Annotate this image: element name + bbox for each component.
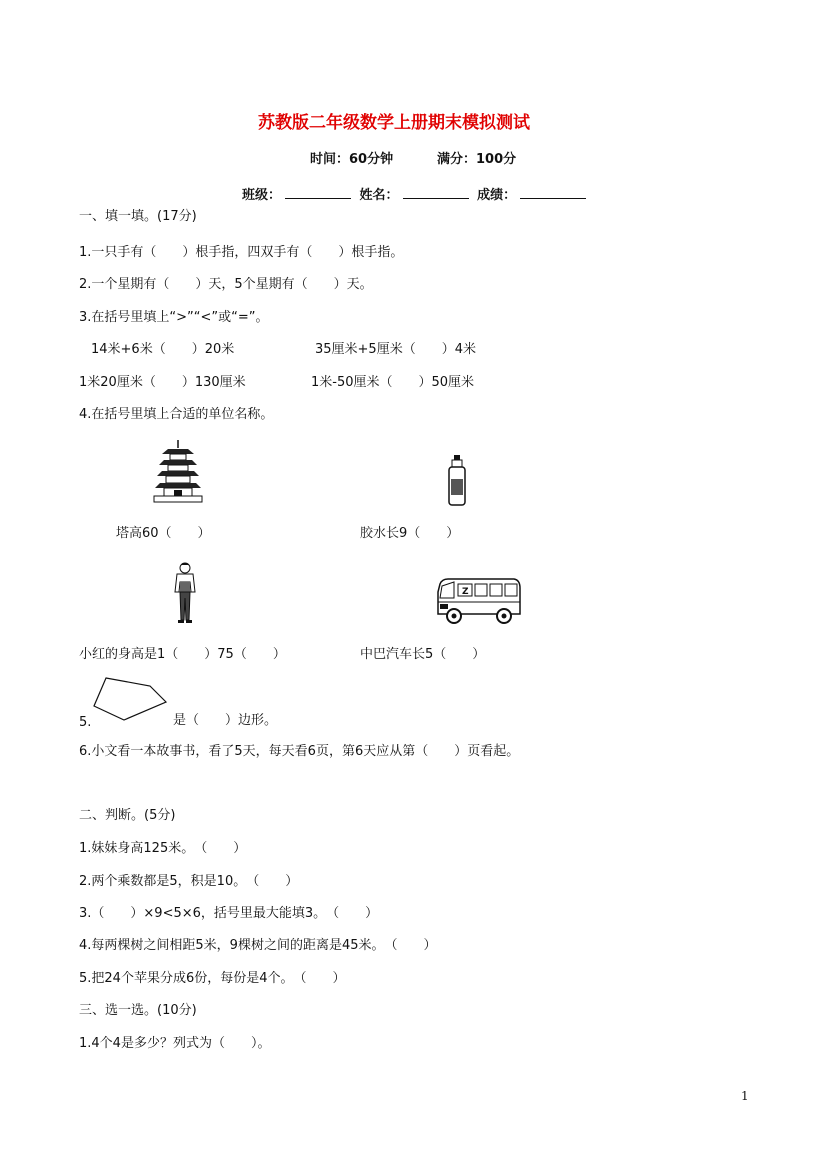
section2-heading: 二、判断。(5分)	[79, 808, 176, 823]
class-label: 班级：	[242, 188, 282, 203]
section1-heading: 一、填一填。(17分)	[79, 209, 197, 224]
s2-question-3: 3.（ ）×9<5×6，括号里最大能填3。 （ ）	[79, 906, 379, 921]
score-label: 满分：100分	[437, 152, 517, 167]
s1-question-4a: 塔高60（ ）	[116, 526, 211, 541]
svg-text:Z: Z	[462, 587, 469, 597]
name-label: 姓名：	[359, 188, 399, 203]
student-info-row	[242, 184, 590, 205]
s2-question-1: 1.妹妹身高125米。 （ ）	[79, 841, 247, 856]
pagoda-image	[152, 440, 204, 504]
s1-question-2: 2.一个星期有（ ）天，5个星期有（ ）天。	[79, 277, 373, 292]
glue-bottle-image	[446, 455, 468, 507]
s1-question-6: 6.小文看一本故事书，看了5天，每天看6页，第6天应从第（ ）页看起。	[79, 744, 520, 759]
person-image	[172, 562, 198, 624]
s1-question-5-number: 5.	[79, 715, 92, 730]
s1-question-4c: 小红的身高是1（ ）75（ ）	[79, 647, 286, 662]
section3-heading: 三、选一选。(10分)	[79, 1003, 197, 1018]
s1-question-3b: 35厘米+5厘米（ ）4米	[315, 342, 476, 357]
s1-question-1: 1.一只手有（ ）根手指，四双手有（ ）根手指。	[79, 245, 404, 260]
s1-question-4b: 胶水长9（ ）	[360, 526, 460, 541]
grade-blank[interactable]	[520, 184, 586, 199]
s1-question-3d: 1米-50厘米（ ）50厘米	[311, 375, 475, 390]
s1-question-4: 4.在括号里填上合适的单位名称。	[79, 407, 274, 422]
s1-question-3a: 14米+6米（ ）20米	[91, 342, 235, 357]
page-title: 苏教版二年级数学上册期末模拟测试	[258, 113, 530, 133]
s3-question-1: 1.4个4是多少？列式为（ ）。	[79, 1036, 271, 1051]
s2-question-2: 2.两个乘数都是5，积是10。 （ ）	[79, 874, 299, 889]
s1-question-5-text: 是（ ）边形。	[173, 713, 278, 728]
s2-question-4: 4.每两棵树之间相距5米，9棵树之间的距离是45米。 （ ）	[79, 938, 437, 953]
class-blank[interactable]	[285, 184, 351, 199]
grade-label: 成绩：	[477, 188, 517, 203]
bus-image	[436, 576, 522, 628]
page-number: 1	[741, 1089, 749, 1103]
s1-question-3: 3.在括号里填上“>”“<”或“=”。	[79, 310, 269, 325]
s2-question-5: 5.把24个苹果分成6份，每份是4个。 （ ）	[79, 971, 346, 986]
pentagon-shape-image	[92, 676, 170, 724]
time-label: 时间：60分钟	[310, 152, 394, 167]
s1-question-4d: 中巴汽车长5（ ）	[360, 647, 486, 662]
name-blank[interactable]	[403, 184, 469, 199]
s1-question-3c: 1米20厘米（ ）130厘米	[79, 375, 246, 390]
